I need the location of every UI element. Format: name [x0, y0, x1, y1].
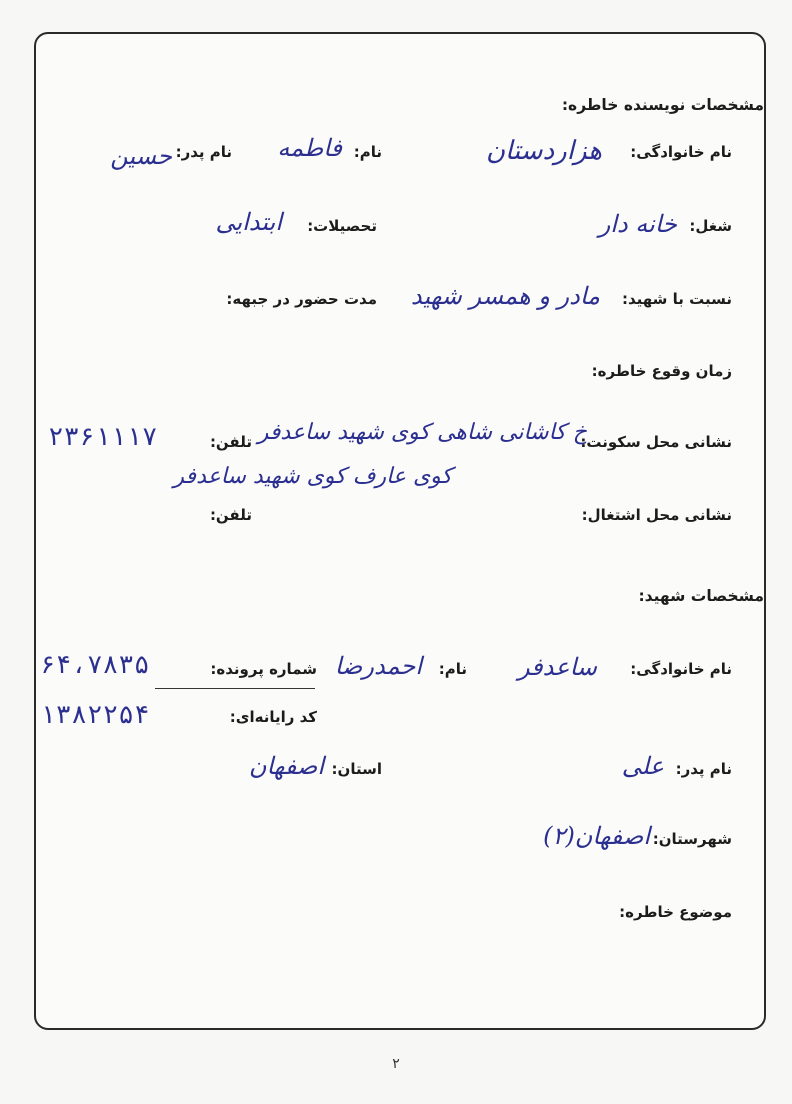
- martyr-name-label: نام:: [438, 660, 467, 678]
- martyr-computer-code-label: کد رایانه‌ای:: [229, 708, 317, 726]
- writer-relation-value: مادر و همسر شهید: [410, 282, 600, 310]
- martyr-father-value: علی: [621, 752, 664, 780]
- martyr-city-value: اصفهان(۲): [543, 822, 650, 850]
- martyr-city-label: شهرستان:: [652, 830, 732, 848]
- writer-front-duration-label: مدت حضور در جبهه:: [226, 290, 377, 308]
- writer-work-address-label: نشانی محل اشتغال:: [581, 506, 732, 524]
- writer-home-address-label: نشانی محل سکونت:: [580, 433, 732, 451]
- writer-job-label: شغل:: [689, 217, 732, 235]
- writer-job-value: خانه دار: [598, 210, 677, 238]
- martyr-section-heading: مشخصات شهید:: [638, 587, 764, 605]
- file-number-underline: [155, 688, 315, 689]
- martyr-file-number-label: شماره پرونده:: [210, 660, 317, 678]
- martyr-file-number-value: ۶۴،۷۸۳۵: [40, 650, 150, 680]
- writer-education-label: تحصیلات:: [307, 217, 377, 235]
- martyr-family-label: نام خانوادگی:: [630, 660, 732, 678]
- page-number: ۲: [392, 1056, 400, 1072]
- martyr-father-label: نام پدر:: [675, 760, 732, 778]
- memory-subject-label: موضوع خاطره:: [619, 903, 732, 921]
- writer-section-heading: مشخصات نویسنده خاطره:: [561, 96, 764, 114]
- writer-relation-label: نسبت با شهید:: [621, 290, 732, 308]
- writer-name-label: نام:: [353, 143, 382, 161]
- writer-father-label: نام پدر:: [175, 143, 232, 161]
- writer-family-label: نام خانوادگی:: [630, 143, 732, 161]
- writer-home-address-line2: کوی عارف کوی شهید ساعدفر: [173, 464, 452, 489]
- writer-phone-label-2: تلفن:: [209, 506, 252, 524]
- martyr-family-value: ساعدفر: [517, 653, 597, 681]
- writer-home-address-line1: خ کاشانی شاهی کوی شهید ساعدفر: [257, 420, 587, 445]
- martyr-computer-code-value: ۱۳۸۲۲۵۴: [40, 700, 150, 730]
- writer-phone-value-1: ۲۳۶۱۱۱۷: [48, 422, 158, 452]
- writer-education-value: ابتدایی: [215, 208, 282, 236]
- writer-father-value: حسین: [110, 142, 172, 170]
- writer-phone-label-1: تلفن:: [209, 433, 252, 451]
- writer-name-value: فاطمه: [277, 134, 342, 162]
- writer-family-value: هزاردستان: [485, 136, 602, 166]
- martyr-province-value: اصفهان: [248, 752, 324, 780]
- martyr-province-label: استان:: [331, 760, 382, 778]
- page-frame: [34, 32, 766, 1030]
- martyr-name-value: احمدرضا: [334, 652, 422, 680]
- memory-time-label: زمان وقوع خاطره:: [591, 362, 732, 380]
